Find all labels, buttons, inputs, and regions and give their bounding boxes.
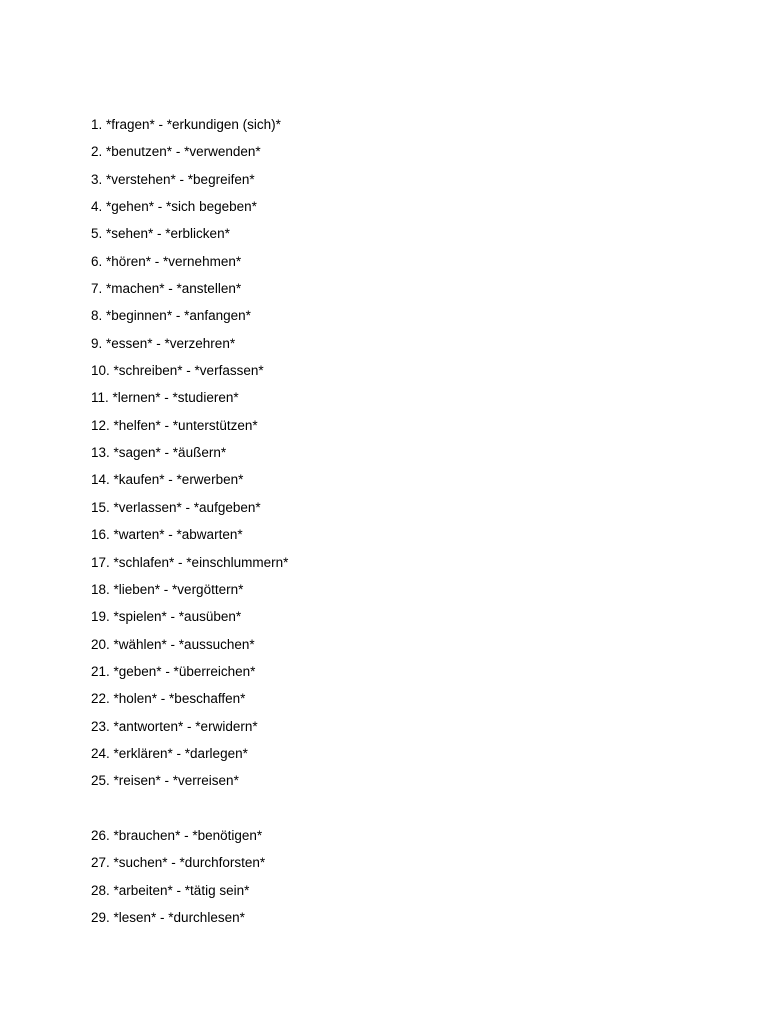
list-item: 20. *wählen* - *aussuchen* bbox=[91, 636, 255, 652]
list-item: 17. *schlafen* - *einschlummern* bbox=[91, 554, 289, 570]
list-item: 18. *lieben* - *vergöttern* bbox=[91, 581, 244, 597]
list-item: 29. *lesen* - *durchlesen* bbox=[91, 909, 245, 925]
list-item: 2. *benutzen* - *verwenden* bbox=[91, 144, 261, 160]
list-item: 28. *arbeiten* - *tätig sein* bbox=[91, 882, 250, 898]
list-item: 15. *verlassen* - *aufgeben* bbox=[91, 499, 261, 515]
list-item: 22. *holen* - *beschaffen* bbox=[91, 691, 246, 707]
blank-line bbox=[91, 795, 288, 822]
list-item: 16. *warten* - *abwarten* bbox=[91, 527, 243, 543]
list-item: 21. *geben* - *überreichen* bbox=[91, 663, 256, 679]
list-item: 9. *essen* - *verzehren* bbox=[91, 335, 236, 351]
word-pair-list bbox=[91, 111, 288, 931]
list-item: 4. *gehen* - *sich begeben* bbox=[91, 199, 257, 215]
list-item: 11. *lernen* - *studieren* bbox=[91, 390, 239, 406]
list-item: 1. *fragen* - *erkundigen (sich)* bbox=[91, 117, 281, 132]
list-item: 27. *suchen* - *durchforsten* bbox=[91, 855, 266, 871]
list-item: 26. *brauchen* - *benötigen* bbox=[91, 827, 263, 843]
list-item: 10. *schreiben* - *verfassen* bbox=[91, 363, 264, 379]
list-item: 25. *reisen* - *verreisen* bbox=[91, 773, 239, 789]
list-item: 7. *machen* - *anstellen* bbox=[91, 281, 242, 297]
list-item: 14. *kaufen* - *erwerben* bbox=[91, 472, 244, 488]
list-item: 23. *antworten* - *erwidern* bbox=[91, 718, 258, 734]
list-item: 24. *erklären* - *darlegen* bbox=[91, 745, 248, 761]
list-item: 5. *sehen* - *erblicken* bbox=[91, 226, 230, 242]
list-item: 12. *helfen* - *unterstützen* bbox=[91, 417, 258, 433]
list-item: 13. *sagen* - *äußern* bbox=[91, 445, 227, 461]
list-item: 19. *spielen* - *ausüben* bbox=[91, 609, 242, 625]
list-item: 6. *hören* - *vernehmen* bbox=[91, 253, 242, 269]
list-item: 8. *beginnen* - *anfangen* bbox=[91, 308, 251, 324]
list-item: 3. *verstehen* - *begreifen* bbox=[91, 171, 255, 187]
